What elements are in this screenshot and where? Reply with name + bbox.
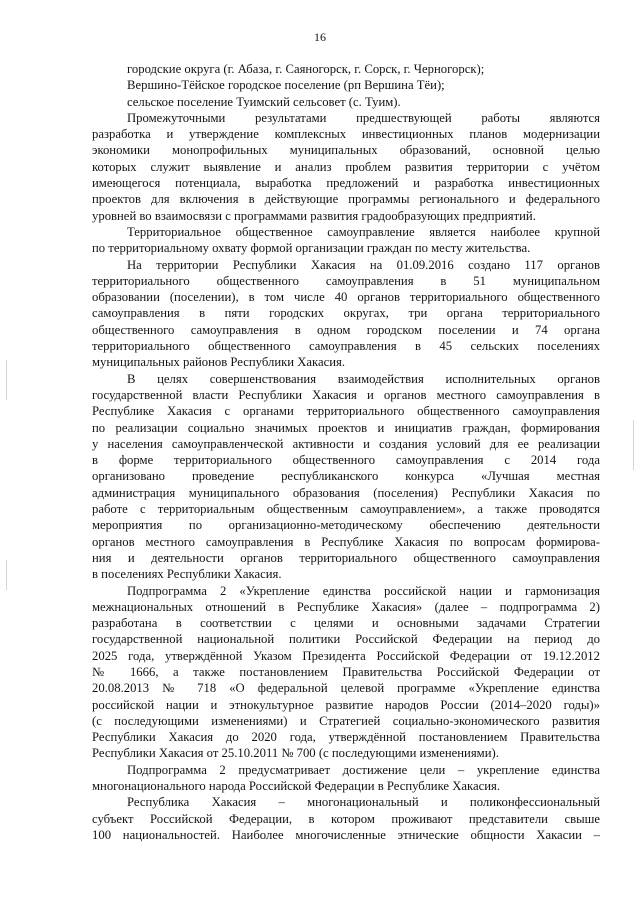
text-line: общественного самоуправления в одном городском поселении и 74 органа bbox=[92, 322, 600, 337]
text-line: Республики Хакасия от 25.10.2011 № 700 (с последующими изменениями). bbox=[92, 746, 499, 761]
text-line: мероприятия по организационно-методическому обеспечению деятельности bbox=[92, 518, 600, 533]
text-line: В целях совершенствования взаимодействия исполнительных органов bbox=[127, 371, 600, 386]
text-line: разработана в соответствии с целями и основными задачами Стратегии bbox=[92, 616, 600, 631]
text-line: органов местного самоуправления в Республике Хакасия по вопросам формирова- bbox=[92, 534, 600, 549]
text-line: у населения самоуправленческой активности и создания условий для ее реализации bbox=[92, 436, 600, 451]
text-line: городские округа (г. Абаза, г. Саяногорск, г. Сорск, г. Черногорск); bbox=[127, 62, 485, 76]
text-line: в форме территориального общественного самоуправления с 2014 года bbox=[92, 453, 600, 468]
text-line: разработка и утверждение комплексных инвестиционных планов модернизации bbox=[92, 127, 600, 142]
page-number: 16 bbox=[314, 30, 326, 44]
text-line: многонационального народа Российской Федерации в Республике Хакасия. bbox=[92, 779, 501, 794]
text-line: Республике Хакасия с органами территориального общественного самоуправления bbox=[92, 404, 600, 419]
text-line: администрация муниципального образования (поселения) Республики Хакасия по bbox=[92, 485, 600, 500]
text-line: ния и деятельности органов территориального общественного самоуправления bbox=[92, 550, 600, 565]
text-line: территориального общественного самоуправления в 45 сельских поселениях bbox=[92, 339, 600, 354]
text-line: муниципальных районов Республики Хакасия. bbox=[92, 355, 346, 370]
text-line: субъект Российской Федерации, в котором проживают представители свыше bbox=[92, 811, 600, 826]
text-line: Подпрограмма 2 предусматривает достижение цели – укрепление единства bbox=[127, 762, 600, 777]
text-line: по реализации социально значимых проектов и инициатив граждан, формирования bbox=[92, 420, 600, 435]
text-line: образовании (поселении), в том числе 40 органов территориального общественного bbox=[92, 290, 600, 305]
text-line: 20.08.2013 № 718 «О федеральной целевой программе «Укрепление единства bbox=[92, 681, 600, 696]
text-line: российской нации и этнокультурное развитие народов России (2014–2020 годы)» bbox=[92, 697, 600, 712]
text-line: № 1666, а также постановлением Правительства Российской Федерации от bbox=[92, 664, 600, 679]
text-line: организовано проведение республиканского конкурса «Лучшая местная bbox=[92, 469, 600, 484]
text-line: самоуправления в пяти городских округах, три органа территориального bbox=[92, 306, 600, 321]
text-line: На территории Республики Хакасия на 01.09.2016 создано 117 органов bbox=[127, 257, 600, 272]
text-line: которых служит выявление и анализ проблем развития территории с учётом bbox=[92, 159, 600, 174]
scan-edge-mark bbox=[6, 360, 7, 400]
text-line: Республики Хакасия до 2020 года, утверждённой постановлением Правительства bbox=[92, 730, 600, 745]
scan-edge-mark bbox=[6, 560, 7, 590]
document-body bbox=[92, 61, 600, 843]
text-line: (с последующими изменениями) и Стратегией социально-экономического развития bbox=[92, 713, 600, 728]
text-line: государственной власти Республики Хакасия и органов местного самоуправления в bbox=[92, 387, 600, 402]
text-line: сельское поселение Туимский сельсовет (с. Туим). bbox=[127, 94, 401, 109]
text-line: межнациональных отношений в Республике Хакасия» (далее – подпрограмма 2) bbox=[92, 599, 600, 614]
text-line: имеющегося потенциала, выработка предложений и разработка инвестиционных bbox=[92, 176, 600, 191]
text-line: 2025 года, утверждённой Указом Президента Российской Федерации от 19.12.2012 bbox=[92, 648, 600, 663]
text-line: по территориальному охвату формой организации граждан по месту жительства. bbox=[92, 241, 531, 256]
text-line: в поселениях Республики Хакасия. bbox=[92, 567, 282, 582]
text-line: проектов для включения в действующие программы регионального и федерального bbox=[92, 192, 600, 207]
scan-edge-mark bbox=[633, 420, 634, 470]
text-line: работе с территориальным общественным самоуправлением», а также проводятся bbox=[92, 502, 600, 517]
text-line: экономики монопрофильных муниципальных образований, основной целью bbox=[92, 143, 600, 158]
text-line: Республика Хакасия – многонациональный и поликонфессиональный bbox=[127, 795, 600, 810]
text-line: территориального общественного самоуправления в 51 муниципальном bbox=[92, 273, 600, 288]
text-line: Вершино-Тёйское городское поселение (рп Вершина Тёи); bbox=[127, 78, 445, 93]
text-line: Промежуточными результатами предшествующей работы являются bbox=[127, 110, 600, 125]
text-line: уровней во взаимосвязи с программами развития градообразующих предприятий. bbox=[92, 208, 536, 223]
text-line: государственной национальной политики Российской Федерации на период до bbox=[92, 632, 600, 647]
text-line: Территориальное общественное самоуправление является наиболее крупной bbox=[127, 224, 600, 239]
text-line: Подпрограмма 2 «Укрепление единства российской нации и гармонизация bbox=[127, 583, 600, 598]
text-line: 100 национальностей. Наиболее многочисленные этнические общности Хакасии – bbox=[92, 827, 600, 842]
